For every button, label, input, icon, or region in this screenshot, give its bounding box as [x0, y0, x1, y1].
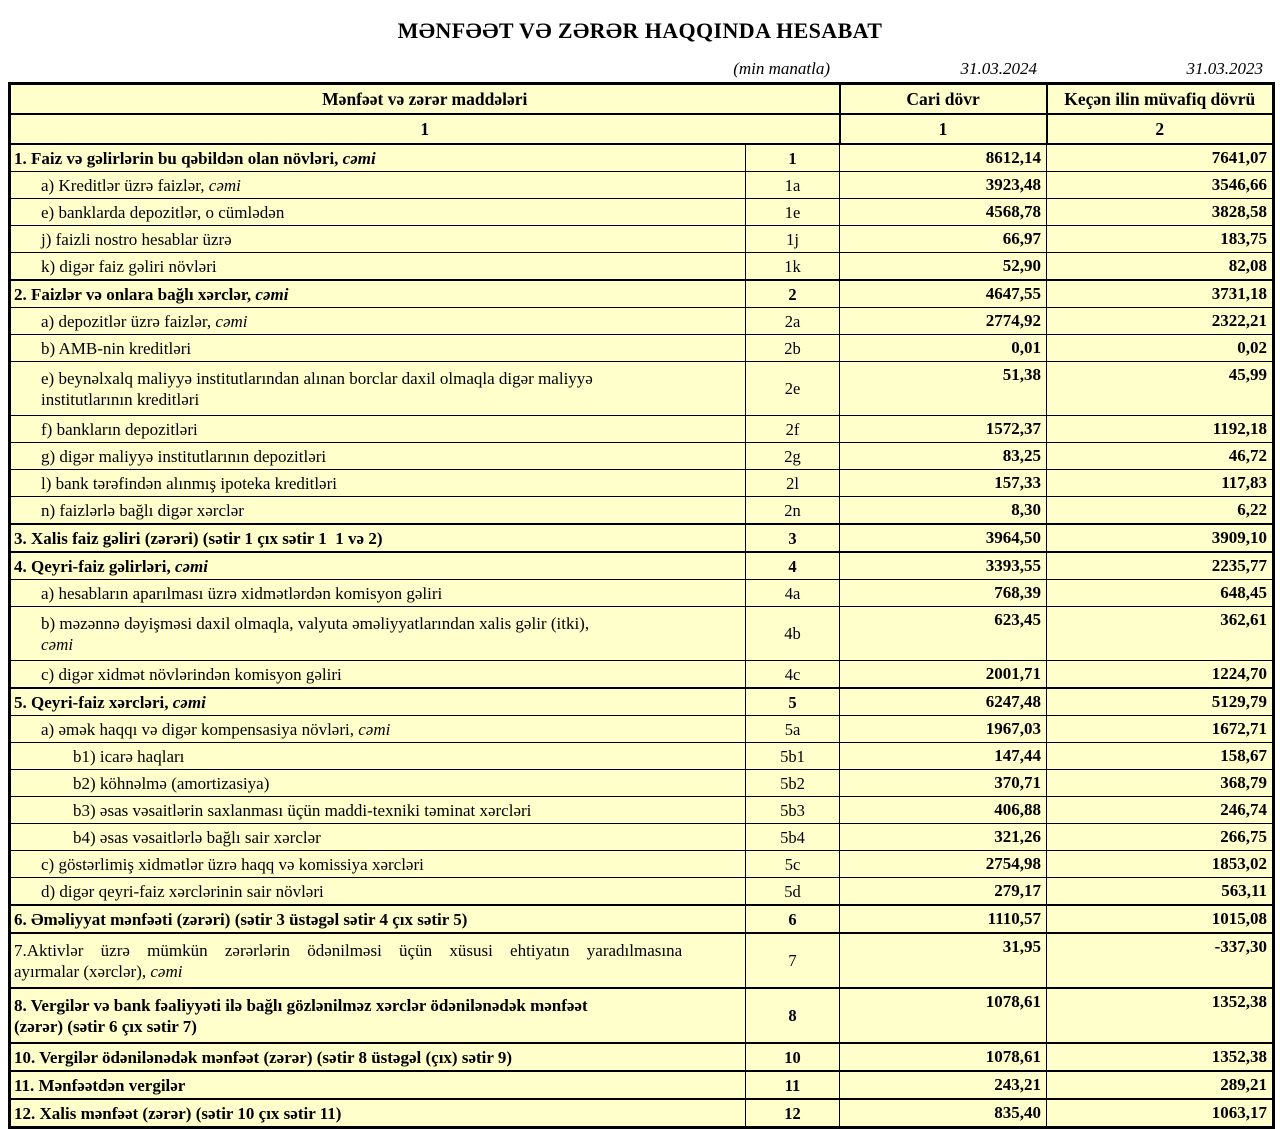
table-row: [10, 878, 1274, 906]
header-row-numbers: [10, 114, 1274, 144]
row-label: b1) icarə haqları: [10, 743, 746, 770]
row-label: k) digər faiz gəliri növləri: [10, 253, 746, 281]
row-value-previous: 1853,02: [1047, 851, 1274, 878]
table-row: [10, 905, 1274, 933]
row-value-current: 243,21: [840, 1071, 1047, 1099]
row-code: 12: [746, 1099, 840, 1128]
table-row: [10, 797, 1274, 824]
row-value-current: 623,45: [840, 607, 1047, 661]
row-code: 1a: [746, 172, 840, 199]
row-value-current: 51,38: [840, 362, 1047, 416]
row-value-previous: 45,99: [1047, 362, 1274, 416]
row-label: 1. Faiz və gəlirlərin bu qəbildən olan növləri, cəmi: [10, 144, 746, 172]
row-code: 1j: [746, 226, 840, 253]
row-label: a) Kreditlər üzrə faizlər, cəmi: [10, 172, 746, 199]
row-value-current: 3923,48: [840, 172, 1047, 199]
row-value-current: 279,17: [840, 878, 1047, 906]
row-label: 8. Vergilər və bank fəaliyyəti ilə bağlı gözlənilməz xərclər ödənilənədək mənfəət (zərər) (sətir 6 çıx sətir 7): [10, 988, 746, 1043]
row-value-current: 2774,92: [840, 308, 1047, 335]
row-code: 5b1: [746, 743, 840, 770]
table-row: [10, 552, 1274, 580]
table-row: [10, 144, 1274, 172]
table-row: [10, 851, 1274, 878]
table-row: [10, 362, 1274, 416]
row-label: j) faizli nostro hesablar üzrə: [10, 226, 746, 253]
row-label: b3) əsas vəsaitlərin saxlanması üçün maddi-texniki təminat xərcləri: [10, 797, 746, 824]
page-title: MƏNFƏƏT VƏ ZƏRƏR HAQQINDA HESABAT: [397, 18, 883, 43]
col-header-previous: Keçən ilin müvafiq dövrü: [1047, 84, 1274, 115]
row-value-previous: 266,75: [1047, 824, 1274, 851]
row-value-previous: 5129,79: [1047, 688, 1274, 716]
header-row-labels: [10, 84, 1274, 115]
date-current: 31.03.2024: [960, 59, 1037, 78]
row-code: 2: [746, 280, 840, 308]
row-value-previous: 1672,71: [1047, 716, 1274, 743]
row-code: 1e: [746, 199, 840, 226]
table-row: [10, 308, 1274, 335]
row-value-current: 835,40: [840, 1099, 1047, 1128]
row-code: 2f: [746, 416, 840, 443]
row-label: e) beynəlxalq maliyyə institutlarından alınan borclar daxil olmaqla digər maliyyə institutlarının kreditləri: [10, 362, 746, 416]
row-value-previous: 289,21: [1047, 1071, 1274, 1099]
col-number-previous: 2: [1047, 114, 1274, 144]
row-label: 12. Xalis mənfəət (zərər) (sətir 10 çıx sətir 11): [10, 1099, 746, 1128]
table-row: [10, 580, 1274, 607]
col-number-items: 1: [10, 114, 840, 144]
row-value-previous: 82,08: [1047, 253, 1274, 281]
row-value-previous: 158,67: [1047, 743, 1274, 770]
table-row: [10, 524, 1274, 552]
row-value-current: 1110,57: [840, 905, 1047, 933]
row-label: 10. Vergilər ödənilənədək mənfəət (zərər) (sətir 8 üstəgəl (çıx) sətir 9): [10, 1043, 746, 1071]
row-code: 4a: [746, 580, 840, 607]
row-value-previous: 183,75: [1047, 226, 1274, 253]
report-page: [0, 18, 1280, 1129]
row-value-previous: 0,02: [1047, 335, 1274, 362]
row-value-previous: 2322,21: [1047, 308, 1274, 335]
row-value-previous: 6,22: [1047, 497, 1274, 525]
table-row: [10, 416, 1274, 443]
row-value-previous: 1192,18: [1047, 416, 1274, 443]
row-label: 6. Əməliyyat mənfəəti (zərəri) (sətir 3 üstəgəl sətir 4 çıx sətir 5): [10, 905, 746, 933]
row-value-current: 2001,71: [840, 661, 1047, 689]
row-value-previous: 3909,10: [1047, 524, 1274, 552]
row-label: a) depozitlər üzrə faizlər, cəmi: [10, 308, 746, 335]
row-label: 11. Mənfəətdən vergilər: [10, 1071, 746, 1099]
col-header-items: Mənfəət və zərər maddələri: [10, 84, 840, 115]
table-row: [10, 716, 1274, 743]
row-label: 7.Aktivlər üzrə mümkün zərərlərin ödənilməsi üçün xüsusi ehtiyatın yaradılmasına ayırmalar (xərclər), cəmi: [10, 933, 746, 988]
subtitle-row: [8, 59, 1272, 79]
table-row: [10, 933, 1274, 988]
table-row: [10, 1099, 1274, 1128]
row-label: a) hesabların aparılması üzrə xidmətlərdən komisyon gəliri: [10, 580, 746, 607]
date-previous: 31.03.2023: [1186, 59, 1263, 78]
row-label: 2. Faizlər və onlara bağlı xərclər, cəmi: [10, 280, 746, 308]
row-value-previous: 2235,77: [1047, 552, 1274, 580]
row-code: 4: [746, 552, 840, 580]
row-value-previous: 563,11: [1047, 878, 1274, 906]
table-row: [10, 280, 1274, 308]
row-code: 4c: [746, 661, 840, 689]
row-value-current: 1078,61: [840, 1043, 1047, 1071]
row-value-current: 66,97: [840, 226, 1047, 253]
table-row: [10, 688, 1274, 716]
row-code: 2a: [746, 308, 840, 335]
row-value-current: 1078,61: [840, 988, 1047, 1043]
row-code: 1k: [746, 253, 840, 281]
row-value-previous: 1224,70: [1047, 661, 1274, 689]
row-code: 5d: [746, 878, 840, 906]
row-label: f) bankların depozitləri: [10, 416, 746, 443]
row-code: 2b: [746, 335, 840, 362]
row-label: e) banklarda depozitlər, o cümlədən: [10, 199, 746, 226]
row-label: b) AMB-nin kreditləri: [10, 335, 746, 362]
row-value-previous: 1063,17: [1047, 1099, 1274, 1128]
table-row: [10, 470, 1274, 497]
row-value-current: 3393,55: [840, 552, 1047, 580]
row-value-current: 4568,78: [840, 199, 1047, 226]
row-value-current: 1572,37: [840, 416, 1047, 443]
row-code: 5c: [746, 851, 840, 878]
table-row: [10, 443, 1274, 470]
row-code: 7: [746, 933, 840, 988]
table-row: [10, 770, 1274, 797]
row-code: 5a: [746, 716, 840, 743]
row-value-current: 1967,03: [840, 716, 1047, 743]
row-value-current: 321,26: [840, 824, 1047, 851]
row-value-previous: 246,74: [1047, 797, 1274, 824]
table-row: [10, 607, 1274, 661]
row-value-current: 3964,50: [840, 524, 1047, 552]
row-value-previous: -337,30: [1047, 933, 1274, 988]
row-code: 5b2: [746, 770, 840, 797]
row-value-previous: 1352,38: [1047, 988, 1274, 1043]
table-body: [10, 144, 1274, 1128]
row-code: 5b4: [746, 824, 840, 851]
row-value-current: 157,33: [840, 470, 1047, 497]
row-value-current: 4647,55: [840, 280, 1047, 308]
table-row: [10, 824, 1274, 851]
row-value-previous: 362,61: [1047, 607, 1274, 661]
row-value-previous: 117,83: [1047, 470, 1274, 497]
row-code: 8: [746, 988, 840, 1043]
table-row: [10, 1043, 1274, 1071]
row-value-previous: 1352,38: [1047, 1043, 1274, 1071]
row-code: 2l: [746, 470, 840, 497]
row-value-current: 83,25: [840, 443, 1047, 470]
row-code: 5: [746, 688, 840, 716]
table-row: [10, 199, 1274, 226]
row-value-current: 31,95: [840, 933, 1047, 988]
table-row: [10, 335, 1274, 362]
table-row: [10, 497, 1274, 525]
row-label: n) faizlərlə bağlı digər xərclər: [10, 497, 746, 525]
table-row: [10, 743, 1274, 770]
col-header-current: Cari dövr: [840, 84, 1047, 115]
row-label: c) digər xidmət növlərindən komisyon gəliri: [10, 661, 746, 689]
row-value-current: 768,39: [840, 580, 1047, 607]
table-header: [10, 84, 1274, 145]
row-label: b) məzənnə dəyişməsi daxil olmaqla, valyuta əməliyyatlarından xalis gəlir (itki), cəmi: [10, 607, 746, 661]
row-value-previous: 3731,18: [1047, 280, 1274, 308]
row-code: 3: [746, 524, 840, 552]
row-label: d) digər qeyri-faiz xərclərinin sair növləri: [10, 878, 746, 906]
row-value-previous: 3828,58: [1047, 199, 1274, 226]
row-code: 6: [746, 905, 840, 933]
row-code: 4b: [746, 607, 840, 661]
row-code: 11: [746, 1071, 840, 1099]
table-row: [10, 988, 1274, 1043]
table-row: [10, 226, 1274, 253]
row-label: a) əmək haqqı və digər kompensasiya növləri, cəmi: [10, 716, 746, 743]
row-value-current: 52,90: [840, 253, 1047, 281]
col-number-current: 1: [840, 114, 1047, 144]
table-row: [10, 1071, 1274, 1099]
row-code: 2g: [746, 443, 840, 470]
row-value-current: 0,01: [840, 335, 1047, 362]
row-label: b2) köhnəlmə (amortizasiya): [10, 770, 746, 797]
row-value-current: 8612,14: [840, 144, 1047, 172]
row-code: 5b3: [746, 797, 840, 824]
row-label: 3. Xalis faiz gəliri (zərəri) (sətir 1 çıx sətir 1 1 və 2): [10, 524, 746, 552]
table-row: [10, 172, 1274, 199]
row-code: 2e: [746, 362, 840, 416]
row-code: 10: [746, 1043, 840, 1071]
row-label: 5. Qeyri-faiz xərcləri, cəmi: [10, 688, 746, 716]
table-row: [10, 661, 1274, 689]
row-value-previous: 1015,08: [1047, 905, 1274, 933]
row-value-current: 147,44: [840, 743, 1047, 770]
row-code: 2n: [746, 497, 840, 525]
row-value-current: 6247,48: [840, 688, 1047, 716]
row-value-current: 8,30: [840, 497, 1047, 525]
row-code: 1: [746, 144, 840, 172]
row-label: 4. Qeyri-faiz gəlirləri, cəmi: [10, 552, 746, 580]
row-label: g) digər maliyyə institutlarının depozitləri: [10, 443, 746, 470]
row-label: b4) əsas vəsaitlərlə bağlı sair xərclər: [10, 824, 746, 851]
row-value-previous: 368,79: [1047, 770, 1274, 797]
row-value-previous: 7641,07: [1047, 144, 1274, 172]
row-value-previous: 46,72: [1047, 443, 1274, 470]
table-row: [10, 253, 1274, 281]
row-value-previous: 648,45: [1047, 580, 1274, 607]
row-value-current: 406,88: [840, 797, 1047, 824]
row-value-current: 2754,98: [840, 851, 1047, 878]
pnl-table: [8, 82, 1275, 1129]
unit-note: (min manatla): [733, 59, 830, 78]
row-label: l) bank tərəfindən alınmış ipoteka kreditləri: [10, 470, 746, 497]
row-value-current: 370,71: [840, 770, 1047, 797]
row-value-previous: 3546,66: [1047, 172, 1274, 199]
row-label: c) göstərlimiş xidmətlər üzrə haqq və komissiya xərcləri: [10, 851, 746, 878]
